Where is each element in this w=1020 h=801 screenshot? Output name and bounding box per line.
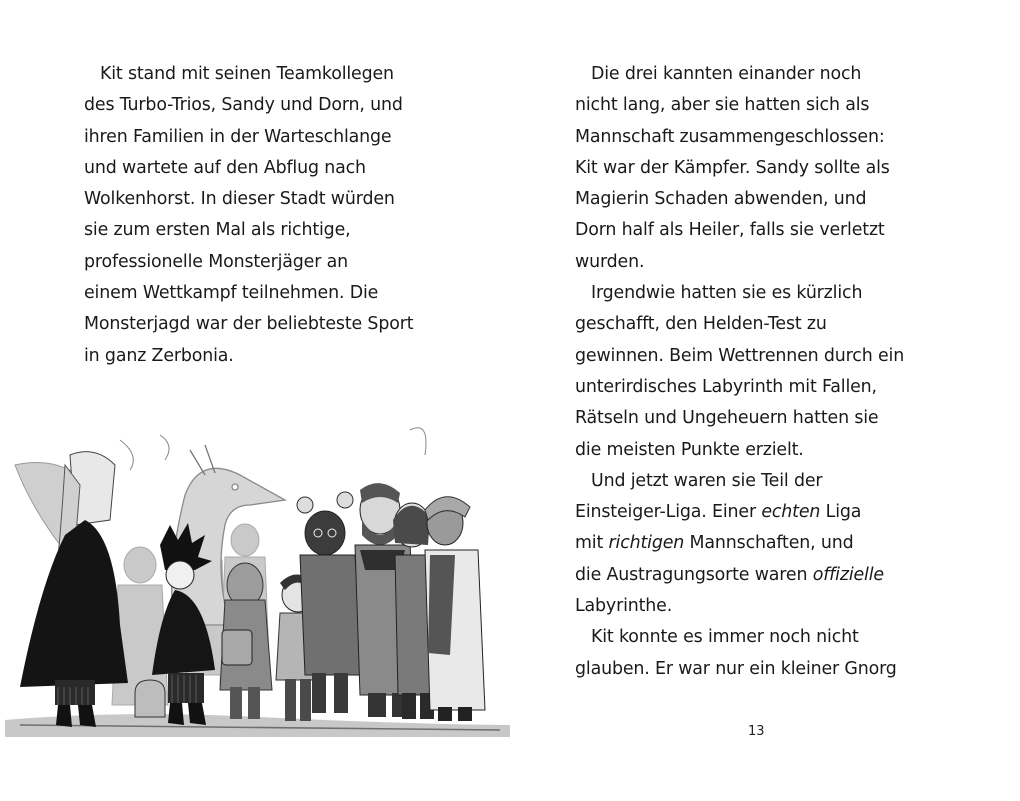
text-line: wurden. <box>575 251 645 272</box>
text-run: Liga <box>820 502 862 523</box>
crowd-illustration <box>0 425 515 740</box>
text-line: Kit konnte es immer noch nicht <box>591 627 859 648</box>
text-line: Und jetzt waren sie Teil der <box>591 470 823 491</box>
text-line: nicht lang, aber sie hatten sich als <box>575 95 870 116</box>
emphasis-text: offizielle <box>812 564 884 585</box>
text-line: Wolkenhorst. In dieser Stadt würden <box>84 189 395 210</box>
text-line <box>575 560 955 591</box>
text-line <box>575 528 955 559</box>
text-line: Kit stand mit seinen Teamkollegen <box>100 64 394 84</box>
text-line: Irgendwie hatten sie es kürzlich <box>591 283 863 304</box>
text-line: unterirdisches Labyrinth mit Fallen, <box>575 376 877 397</box>
left-page-text <box>84 59 474 372</box>
text-line: Mannschaft zusammengeschlossen: <box>575 126 885 147</box>
text-run: Mannschaften, und <box>684 533 854 554</box>
text-line: Dorn half als Heiler, falls sie verletzt <box>575 220 885 241</box>
page-number: 13 <box>748 724 765 739</box>
text-line: Magierin Schaden abwenden, und <box>575 189 867 210</box>
text-line: professionelle Monsterjäger an <box>84 251 348 272</box>
text-run: Einsteiger-Liga. Einer <box>575 502 762 523</box>
text-line: sie zum ersten Mal als richtige, <box>84 220 351 241</box>
text-line: gewinnen. Beim Wettrennen durch ein <box>575 345 905 366</box>
text-run: mit <box>575 533 609 554</box>
text-line: Labyrinthe. <box>575 596 673 617</box>
right-page <box>510 0 1020 801</box>
text-run: die Austragungsorte waren <box>575 564 813 585</box>
right-page-text <box>575 59 955 685</box>
text-line: die meisten Punkte erzielt. <box>575 439 804 460</box>
text-line: einem Wettkampf teilnehmen. Die <box>84 283 379 304</box>
emphasis-text: echten <box>761 502 821 523</box>
text-line: des Turbo-Trios, Sandy und Dorn, und <box>84 95 403 116</box>
text-line: und wartete auf den Abflug nach <box>84 157 366 178</box>
text-line: Kit war der Kämpfer. Sandy sollte als <box>575 157 890 178</box>
text-line: Monsterjagd war der beliebteste Sport <box>84 314 414 335</box>
emphasis-text: richtigen <box>608 533 685 554</box>
text-line <box>575 497 955 528</box>
text-line: geschafft, den Helden-Test zu <box>575 314 827 335</box>
text-line: ihren Familien in der Warteschlange <box>84 126 392 147</box>
text-line: Rätseln und Ungeheuern hatten sie <box>575 408 879 429</box>
text-line: in ganz Zerbonia. <box>84 345 234 366</box>
text-line: Die drei kannten einander noch <box>591 64 862 84</box>
text-line: glauben. Er war nur ein kleiner Gnorg <box>575 658 897 679</box>
